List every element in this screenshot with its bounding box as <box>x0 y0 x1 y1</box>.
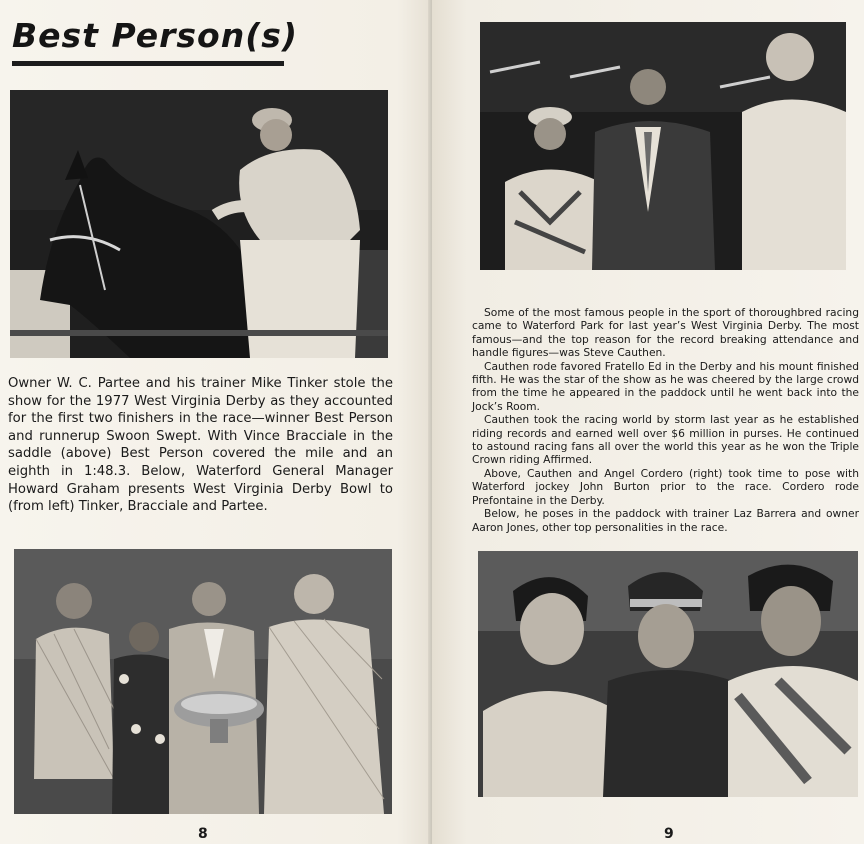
article-paragraph: Below, he poses in the paddock with trainer Laz Barrera and owner Aaron Jones, other top personalities in the race. <box>472 507 859 534</box>
page-number-left: 8 <box>198 826 208 842</box>
article-paragraph: Cauthen rode favored Fratello Ed in the Derby and his mount finished fifth. He was the star of the show as he was cheered by the large crowd from the time he appeared in the paddock until he went back into the Jock’s Room. <box>472 359 859 413</box>
page-number-right: 9 <box>664 826 674 842</box>
photo-paddock-trio <box>478 551 858 797</box>
article-paragraph: Some of the most famous people in the sport of thoroughbred racing came to Waterford Park for last year’s West Virginia Derby. The most famous—and the top reason for the record breaking attendance and handle figures—was Steve Cauthen. <box>472 306 859 360</box>
page-headline: Best Person(s) <box>12 16 299 55</box>
photo-trophy-presentation <box>14 549 392 814</box>
photo-jockey-on-horse <box>10 90 388 358</box>
article-paragraph: Above, Cauthen and Angel Cordero (right) took time to pose with Waterford jockey John Burton prior to the race. Cordero rode Prefontaine in the Derby. <box>472 466 859 507</box>
photo-cauthen-group-top <box>480 22 846 270</box>
photo-caption: Owner W. C. Partee and his trainer Mike Tinker stole the show for the 1977 West Virginia Derby as they accounted for the first two finishers in the race—winner Best Person and runnerup Swoon Swept. With Vince Bracciale in the saddle (above) Best Person covered the mile and an eighth in 1:48.3. Below, Waterford General Manager Howard Graham presents West Virginia Derby Bowl to (from left) Tinker, Bracciale and Partee. <box>8 376 393 515</box>
article-paragraph: Cauthen took the racing world by storm last year as he established riding records and earned well over $6 million in purses. He continued to astound racing fans all over the world this year as he won the Triple Crown riding Affirmed. <box>472 413 859 467</box>
article-body <box>472 306 859 534</box>
headline-underline <box>12 61 284 66</box>
